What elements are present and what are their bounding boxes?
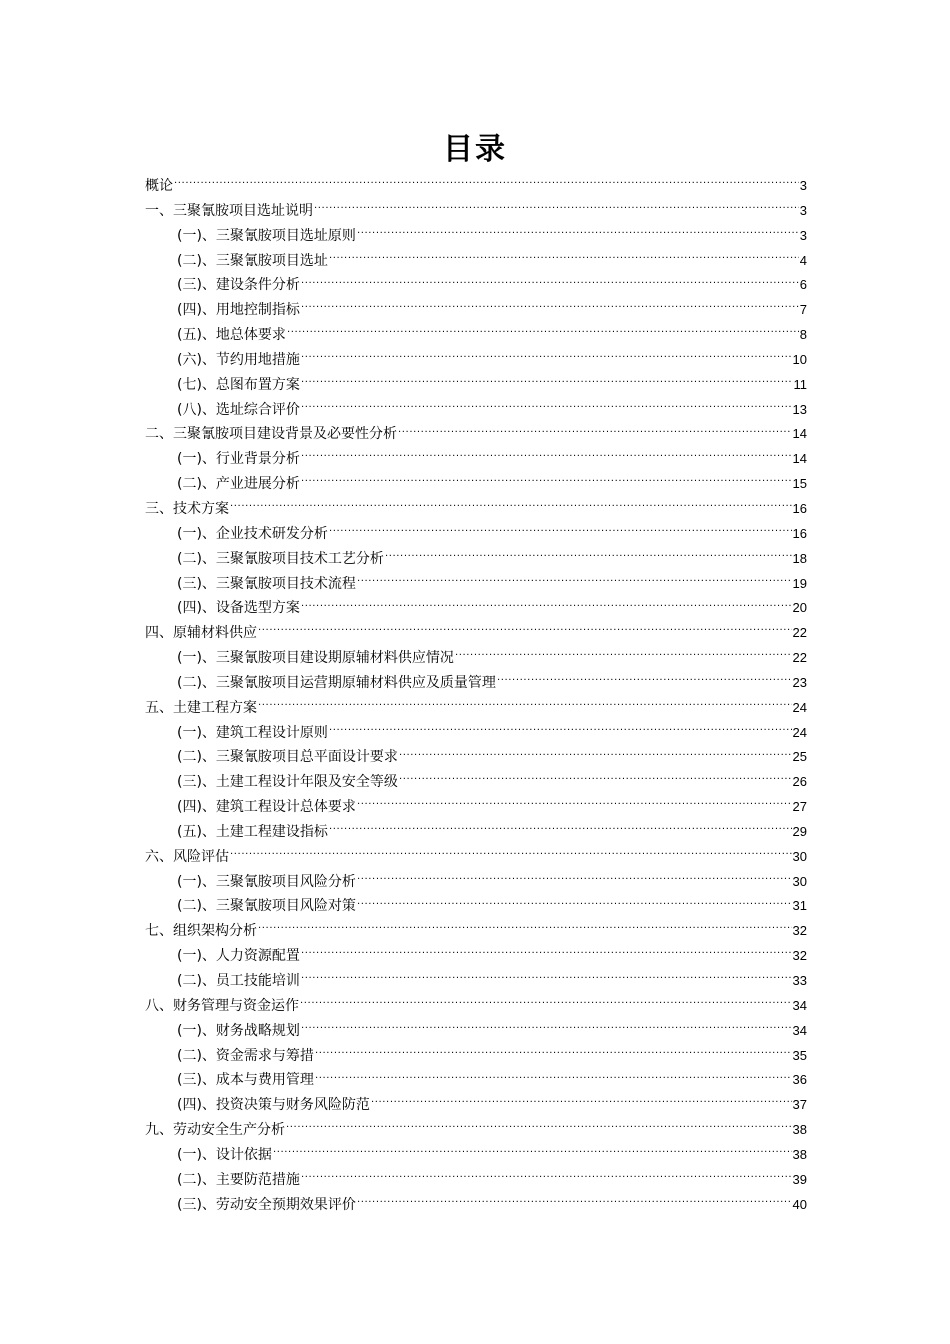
toc-entry-title: 概论 <box>145 178 173 194</box>
toc-dot-leader <box>230 847 792 861</box>
toc-page-number: 14 <box>792 451 807 467</box>
toc-entry-title: (二)、员工技能培训 <box>177 973 300 989</box>
toc-page-number: 27 <box>792 799 807 815</box>
toc-page-number: 38 <box>792 1122 807 1138</box>
toc-page-number: 34 <box>792 1022 807 1038</box>
toc-entry-title: 七、组织架构分析 <box>145 923 257 940</box>
toc-dot-leader <box>287 325 799 339</box>
toc-page-number: 8 <box>799 327 807 343</box>
toc-dot-leader <box>301 1170 792 1184</box>
toc-dot-leader <box>329 723 792 737</box>
toc-page-number: 3 <box>799 178 807 193</box>
toc-entry[interactable] <box>145 969 807 994</box>
toc-page-number: 32 <box>792 948 807 964</box>
toc-dot-leader <box>301 400 792 414</box>
toc-page-number: 3 <box>799 202 807 218</box>
toc-entry[interactable] <box>145 1168 807 1193</box>
toc-entry[interactable] <box>145 721 807 746</box>
toc-page-number: 19 <box>792 575 807 591</box>
toc-page-number: 15 <box>792 476 807 492</box>
toc-entry[interactable] <box>145 820 807 845</box>
toc-dot-leader <box>315 1046 792 1060</box>
toc-entry-title: (四)、用地控制指标 <box>177 302 300 319</box>
toc-entry[interactable] <box>145 944 807 969</box>
toc-dot-leader <box>258 698 792 712</box>
toc-dot-leader <box>258 623 792 637</box>
toc-entry[interactable] <box>145 1044 807 1069</box>
toc-entry[interactable] <box>145 348 807 373</box>
toc-entry-title: (二)、产业进展分析 <box>177 476 300 493</box>
toc-entry-title: (二)、三聚氰胺项目技术工艺分析 <box>177 550 384 567</box>
toc-entry-title: 五、土建工程方案 <box>145 699 257 716</box>
toc-page-number: 35 <box>792 1047 807 1063</box>
toc-dot-leader <box>329 251 799 265</box>
toc-entry[interactable] <box>145 422 807 447</box>
toc-entry[interactable] <box>145 522 807 547</box>
toc-entry-title: 一、三聚氰胺项目选址说明 <box>145 202 313 219</box>
toc-entry-title: (二)、资金需求与筹措 <box>177 1047 314 1064</box>
toc-page-number: 38 <box>792 1146 807 1162</box>
toc-entry[interactable] <box>145 199 807 224</box>
toc-entry[interactable] <box>145 447 807 472</box>
toc-entry[interactable] <box>145 398 807 423</box>
toc-entry-title: (一)、设计依据 <box>177 1146 272 1163</box>
toc-page-number: 36 <box>792 1072 807 1088</box>
toc-entry[interactable] <box>145 596 807 621</box>
toc-page-number: 24 <box>792 699 807 715</box>
toc-page-number: 37 <box>792 1097 807 1113</box>
toc-dot-leader <box>301 275 799 289</box>
toc-page-number: 13 <box>792 401 807 417</box>
toc-dot-leader <box>301 598 792 612</box>
toc-dot-leader <box>399 747 792 761</box>
toc-entry[interactable] <box>145 373 807 398</box>
toc-dot-leader <box>357 1195 792 1209</box>
toc-entry[interactable] <box>145 795 807 820</box>
toc-page-number: 30 <box>792 848 807 864</box>
toc-dot-leader <box>357 797 792 811</box>
toc-entry[interactable] <box>145 845 807 870</box>
toc-dot-leader <box>329 822 792 836</box>
toc-dot-leader <box>300 996 792 1010</box>
toc-entry-title: (五)、土建工程建设指标 <box>177 823 328 840</box>
toc-entry[interactable] <box>145 1193 807 1218</box>
toc-entry-title: (二)、主要防范措施 <box>177 1171 300 1188</box>
toc-entry-title: (七)、总图布置方案 <box>177 376 300 393</box>
toc-page-number: 34 <box>792 997 807 1013</box>
toc-entry-title: (一)、三聚氰胺项目风险分析 <box>177 873 356 890</box>
toc-entry-title: 四、原辅材料供应 <box>145 625 257 642</box>
toc-entry-title: 二、三聚氰胺项目建设背景及必要性分析 <box>145 426 397 443</box>
toc-page-number: 30 <box>792 873 807 889</box>
toc-entry-title: (一)、建筑工程设计原则 <box>177 724 328 741</box>
toc-dot-leader <box>399 772 792 786</box>
toc-page-number: 32 <box>792 923 807 939</box>
toc-entry[interactable] <box>145 994 807 1019</box>
toc-entry-title: (一)、行业背景分析 <box>177 451 300 468</box>
toc-page-number: 16 <box>792 500 807 516</box>
toc-page-number: 3 <box>799 227 807 243</box>
toc-entry[interactable] <box>145 870 807 895</box>
toc-dot-leader <box>301 449 792 463</box>
toc-entry-title: (五)、地总体要求 <box>177 327 286 344</box>
toc-dot-leader <box>455 648 792 662</box>
toc-dot-leader <box>301 350 792 364</box>
toc-entry[interactable] <box>145 894 807 919</box>
toc-entry-title: (四)、设备选型方案 <box>177 600 300 617</box>
toc-entry[interactable] <box>145 174 807 199</box>
toc-title: 目录 <box>443 132 507 167</box>
toc-entry[interactable] <box>145 1019 807 1044</box>
toc-entry-title: 六、风险评估 <box>145 848 229 865</box>
toc-entry[interactable] <box>145 547 807 572</box>
toc-entry[interactable] <box>145 273 807 298</box>
toc-entry-title: (三)、三聚氰胺项目技术流程 <box>177 575 356 592</box>
toc-entry[interactable] <box>145 770 807 795</box>
toc-entry-title: (三)、土建工程设计年限及安全等级 <box>177 774 398 791</box>
toc-dot-leader <box>301 300 799 314</box>
toc-entry-title: (二)、三聚氰胺项目运营期原辅材料供应及质量管理 <box>177 674 496 691</box>
toc-page-number: 39 <box>792 1171 807 1187</box>
toc-dot-leader <box>357 226 799 240</box>
toc-page-number: 29 <box>792 823 807 839</box>
toc-entry-title: (六)、节约用地措施 <box>177 351 300 368</box>
toc-entry[interactable] <box>145 1093 807 1118</box>
toc-entry[interactable] <box>145 1143 807 1168</box>
toc-dot-leader <box>230 499 792 513</box>
toc-entry[interactable] <box>145 919 807 944</box>
toc-dot-leader <box>329 524 792 538</box>
toc-dot-leader <box>315 1070 792 1084</box>
toc-entry[interactable] <box>145 472 807 497</box>
toc-entry-title: 八、财务管理与资金运作 <box>145 997 299 1014</box>
toc-entry[interactable] <box>145 497 807 522</box>
toc-page-number: 22 <box>792 650 807 666</box>
toc-page-number: 4 <box>799 252 807 268</box>
toc-dot-leader <box>497 673 792 687</box>
toc-entry-title: (二)、三聚氰胺项目风险对策 <box>177 898 356 915</box>
toc-page-number: 14 <box>792 426 807 442</box>
toc-entry-title: (二)、三聚氰胺项目选址 <box>177 252 328 269</box>
toc-entry[interactable] <box>145 1118 807 1143</box>
toc-page-number: 11 <box>793 376 807 392</box>
toc-dot-leader <box>357 872 792 886</box>
toc-page-number: 24 <box>792 724 807 740</box>
toc-page-number: 33 <box>792 973 807 988</box>
toc-entry-title: (四)、投资决策与财务风险防范 <box>177 1097 370 1114</box>
toc-dot-leader <box>174 176 799 190</box>
toc-entry[interactable] <box>145 745 807 770</box>
toc-page-number: 18 <box>792 550 807 566</box>
toc-entry-title: (一)、三聚氰胺项目建设期原辅材料供应情况 <box>177 650 454 667</box>
toc-entry[interactable] <box>145 572 807 597</box>
toc-dot-leader <box>258 921 792 935</box>
toc-entry-title: (二)、三聚氰胺项目总平面设计要求 <box>177 749 398 766</box>
toc-entry[interactable] <box>145 621 807 646</box>
toc-page-number: 40 <box>792 1196 807 1212</box>
toc-page-number: 10 <box>792 351 807 367</box>
toc-entry-title: (三)、建设条件分析 <box>177 277 300 294</box>
toc-dot-leader <box>371 1095 792 1109</box>
toc-page-number: 7 <box>799 302 807 318</box>
toc-dot-leader <box>314 201 799 215</box>
toc-dot-leader <box>273 1145 792 1159</box>
toc-dot-leader <box>301 474 792 488</box>
toc-entry-title: (三)、劳动安全预期效果评价 <box>177 1196 356 1213</box>
toc-page-number: 22 <box>792 625 807 641</box>
toc-entry-title: (一)、三聚氰胺项目选址原则 <box>177 227 356 244</box>
toc-entry-title: (八)、选址综合评价 <box>177 401 300 418</box>
toc-dot-leader <box>301 375 793 389</box>
toc-entry-title: 三、技术方案 <box>145 500 229 517</box>
table-of-contents <box>145 174 807 1217</box>
toc-entry[interactable] <box>145 298 807 323</box>
toc-page-number: 20 <box>792 600 807 616</box>
toc-entry[interactable] <box>145 671 807 696</box>
toc-entry[interactable] <box>145 323 807 348</box>
toc-dot-leader <box>301 971 792 985</box>
toc-entry[interactable] <box>145 646 807 671</box>
toc-page-number: 31 <box>792 898 807 914</box>
toc-dot-leader <box>357 574 792 588</box>
toc-page-number: 25 <box>792 749 807 765</box>
toc-entry-title: (四)、建筑工程设计总体要求 <box>177 799 356 816</box>
toc-dot-leader <box>385 549 792 563</box>
toc-page-number: 26 <box>792 774 807 790</box>
toc-entry-title: (一)、人力资源配置 <box>177 948 300 965</box>
toc-entry[interactable] <box>145 224 807 249</box>
toc-page-number: 16 <box>792 525 807 541</box>
toc-entry-title: 九、劳动安全生产分析 <box>145 1122 285 1139</box>
toc-entry[interactable] <box>145 1068 807 1093</box>
toc-page-number: 6 <box>799 277 807 293</box>
toc-entry-title: (一)、财务战略规划 <box>177 1022 300 1039</box>
toc-entry-title: (一)、企业技术研发分析 <box>177 525 328 542</box>
toc-entry[interactable] <box>145 696 807 721</box>
toc-entry[interactable] <box>145 249 807 274</box>
toc-dot-leader <box>301 1021 792 1035</box>
toc-page-number: 23 <box>792 674 807 690</box>
toc-dot-leader <box>398 424 792 438</box>
toc-dot-leader <box>301 946 792 960</box>
toc-dot-leader <box>357 896 792 910</box>
toc-dot-leader <box>286 1120 792 1134</box>
toc-entry-title: (三)、成本与费用管理 <box>177 1072 314 1089</box>
